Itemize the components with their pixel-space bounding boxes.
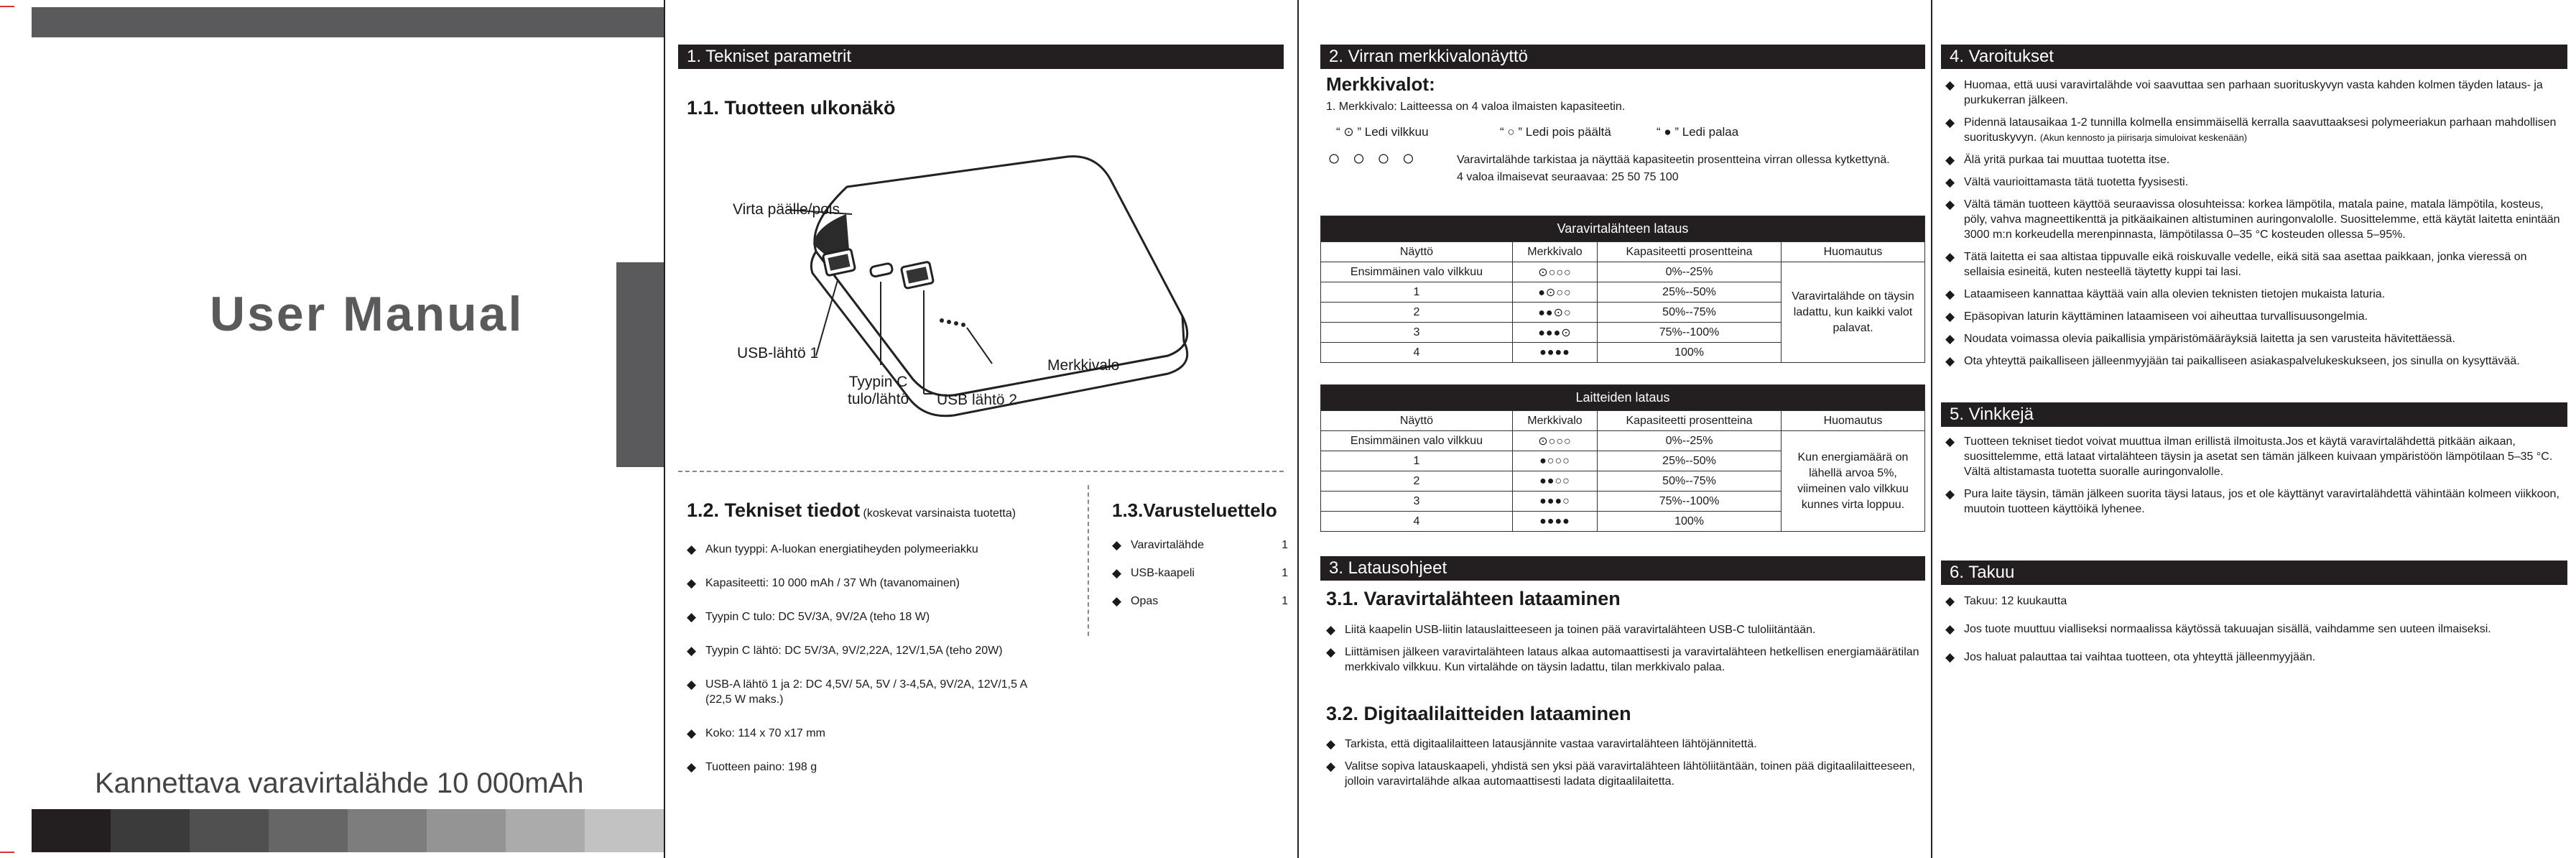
accessory-item: ◆ Varavirtalähde 1 bbox=[1112, 538, 1288, 553]
label-led: Merkkivalo bbox=[1047, 357, 1120, 374]
spec-item: ◆ Tyypin C lähtö: DC 5V/3A, 9V/2,22A, 12V/1,5A (teho 20W) bbox=[687, 643, 1046, 658]
warnings-list: ◆ Huomaa, että uusi varavirtalähde voi saavuttaa sen parhaan suorituskyvyn vasta kahden kolmen täyden lataus- ja purkukerran jälkeen. ◆ Pidennä latausaikaa 1-2 tunnilla kolmella ensimmäisellä kerralla saavuttaaksesi polymeeriakun parhaan mahdollisen suorituskyvyn. (Akun kennosto ja piirisarja simuloivat keskenään) ◆ Älä yritä purkaa tai muuttaa tuotetta itse. ◆ Vältä vaurioittamasta tätä tuotetta fyysisesti. ◆ Vältä tämän tuotteen käyttöä seuraavissa olosuhteissa: korkea lämpötila, matala paine, matala lämpötila, kosteus, pöly, vahva magneettikenttä ja pitkäaikainen altistuminen auringonvalolle. Suosittelemme, että käytät laitetta enintään 3000 m:n korkeudella merenpinnasta, lämpötilassa 0–35 °C kosteuden ollessa 5–95%. ◆ Tätä laitetta ei saa altistaa tippuvalle eikä roiskuvalle vedelle, eikä sitä saa asettaa paikkaan, jonka vieressä on sellaisia esineitä, kuten nesteellä täytetty kuppi tai lasi. ◆ Lataamiseen kannattaa käyttää vain alla olevien teknisten tietojen mukaista laturia. ◆ Epäsopivan laturin käyttäminen lataamiseen voi aiheuttaa turvallisuusongelmia. ◆ Noudata voimassa olevia paikallisia ympäristömääräyksiä laitetta ja sen varusteita hävitettäessä. ◆ Ota yhteyttä paikalliseen jälleenmyyjään tai paikalliseen asiakaspalvelukeskukseen, jos sinulla on kysyttävää. bbox=[1945, 78, 2567, 376]
section-5-header: 5. Vinkkejä bbox=[1941, 402, 2567, 427]
section-1-header: 1. Tekniset parametrit bbox=[678, 45, 1284, 69]
dotted-divider bbox=[1088, 485, 1089, 636]
led-panel bbox=[1299, 0, 1931, 858]
table-2-note: Kun energiamäärä on lähellä arvoa 5%, viimeinen valo vilkkuu kunnes virta loppuu. bbox=[1782, 431, 1925, 532]
spec-item: ◆ USB-A lähtö 1 ja 2: DC 4,5V/ 5A, 5V / 3-4,5A, 9V/2A, 12V/1,5 A (22,5 W maks.) bbox=[687, 677, 1046, 707]
table-1-note: Varavirtalähde on täysin ladattu, kun kaikki valot palavat. bbox=[1782, 262, 1925, 363]
specs-block bbox=[687, 499, 1046, 782]
tips-list: ◆ Tuotteen tekniset tiedot voivat muuttua ilman erillistä ilmoitusta.Jos et käytä varavirtalähdettä pitkään aikaan, suosittelemme, että lataat virtalähteen täysin ja asetat sen tämän jälkeen kuivaan ympäristöön lämpötilaan 5–35 °C. Vältä altistamasta tuotetta suoralle auringonvalolle. ◆ Pura laite täysin, tämän jälkeen suorita täysi lataus, jos et ole käyttänyt varavirtalähdettä vähintään kolmeen viikkoon, muutoin tuotteen käyttöikä lyhenee. bbox=[1945, 434, 2567, 524]
led-dots: ○ ○ ○ ○ bbox=[1328, 147, 1418, 170]
section-3-header: 3. Latausohjeet bbox=[1320, 556, 1925, 581]
charging-devices-title: 3.2. Digitaalilaitteiden lataaminen bbox=[1326, 703, 1631, 724]
cover-gradient-bar bbox=[32, 809, 664, 852]
charging-powerbank-table: Varavirtalähteen lataus Näyttö Merkkivalo Kapasiteetti prosentteina Huomautus Ensimmäinen valo vilkkuu ⊙○○○ 0%--25% Varavirtalähde on täysin ladattu, kun kaikki valot palavat. 1 ●⊙○○ 25%--50% 2 ●●⊙○ 50%--75% 3 ●●●⊙ 75%--100% 4 ●●●● 100% bbox=[1320, 216, 1925, 363]
spec-item: ◆ Akun tyyppi: A-luokan energiatiheyden polymeeriakku bbox=[687, 542, 1046, 557]
section-4-header: 4. Varoitukset bbox=[1941, 45, 2567, 69]
lights-item-1: 1. Merkkivalo: Laitteessa on 4 valoa ilmaisten kapasiteetin. bbox=[1326, 101, 1626, 113]
accessories-block bbox=[1112, 499, 1288, 616]
cover-side-tab bbox=[616, 262, 664, 467]
cover-title: User Manual bbox=[210, 287, 524, 341]
specs-title: 1.2. Tekniset tiedot bbox=[687, 499, 861, 521]
tech-panel bbox=[665, 0, 1297, 858]
table-2-wrap bbox=[1320, 384, 1925, 532]
section-2-header: 2. Virran merkkivalonäyttö bbox=[1320, 45, 1925, 69]
lights-title: Merkkivalot: bbox=[1326, 73, 1435, 95]
legend-blinking: “ ⊙ ” Ledi vilkkuu bbox=[1336, 125, 1429, 139]
accessories-title: 1.3.Varusteluettelo bbox=[1112, 499, 1277, 521]
cover-top-bar bbox=[32, 7, 664, 37]
dashed-separator bbox=[678, 471, 1284, 472]
table-1-caption: Varavirtalähteen lataus bbox=[1321, 216, 1925, 242]
dots-text-2: 4 valoa ilmaisevat seuraavaa: 25 50 75 100 bbox=[1457, 171, 1679, 183]
label-power: Virta päälle/pois bbox=[733, 201, 840, 218]
table-1-wrap bbox=[1320, 216, 1925, 363]
spec-item: ◆ Tyypin C tulo: DC 5V/3A, 9V/2A (teho 18 W) bbox=[687, 609, 1046, 624]
trim-line-left-top bbox=[0, 6, 14, 7]
legend-on: “ ● ” Ledi palaa bbox=[1657, 125, 1739, 139]
charging-powerbank-title: 3.1. Varavirtalähteen lataaminen bbox=[1326, 588, 1621, 609]
spec-item: ◆ Koko: 114 x 70 x17 mm bbox=[687, 726, 1046, 741]
appearance-title: 1.1. Tuotteen ulkonäkö bbox=[687, 97, 896, 119]
label-typec: Tyypin C tulo/lähtö bbox=[848, 374, 909, 407]
legend-off: “ ○ ” Ledi pois päältä bbox=[1500, 125, 1611, 139]
spec-item: ◆ Tuotteen paino: 198 g bbox=[687, 760, 1046, 775]
charging-devices-steps: ◆ Tarkista, että digitaalilaitteen latausjännite vastaa varavirtalähteen lähtöjännitettä. ◆ Valitse sopiva latauskaapeli, yhdistä sen yksi pää varavirtalähteen lähtöliitäntään, toinen pää digitaalilaitteeseen, jolloin varavirtalähde alkaa automaattisesti ladata digitaalilaitetta. bbox=[1326, 737, 1925, 796]
cover-panel bbox=[32, 0, 664, 858]
section-6-header: 6. Takuu bbox=[1941, 561, 2567, 585]
charging-powerbank-steps: ◆ Liitä kaapelin USB-liitin latauslaitteeseen ja toinen pää varavirtalähteen USB-C tuloliitäntään. ◆ Liittämisen jälkeen varavirtalähteen lataus alkaa automaattisesti ja varavirtalähteen hetkellisen energiamäärätilan merkkivalo vilkkuu. Kun virtalähde on täysin ladattu, tilan merkkivalo palaa. bbox=[1326, 622, 1925, 682]
table-2-caption: Laitteiden lataus bbox=[1321, 385, 1925, 411]
accessory-item: ◆ Opas 1 bbox=[1112, 594, 1288, 609]
warranty-list: ◆ Takuu: 12 kuukautta ◆ Jos tuote muuttuu vialliseksi normaalissa käytössä takuuajan sisällä, vaihdamme sen uuteen ilmaiseksi. ◆ Jos haluat palauttaa tai vaihtaa tuotteen, ota yhteyttä jälleenmyyjään. bbox=[1945, 594, 2567, 672]
dots-text-1: Varavirtalähde tarkistaa ja näyttää kapasiteetin prosentteina virran ollessa kytkettynä. bbox=[1457, 154, 1890, 166]
specs-note: (koskevat varsinaista tuotetta) bbox=[863, 507, 1016, 520]
warnings-panel bbox=[1932, 0, 2576, 858]
label-usb2: USB lähtö 2 bbox=[937, 392, 1018, 408]
label-usb1: USB-lähtö 1 bbox=[737, 345, 819, 361]
accessory-item: ◆ USB-kaapeli 1 bbox=[1112, 566, 1288, 581]
cover-subtitle: Kannettava varavirtalähde 10 000mAh bbox=[95, 767, 584, 799]
trim-line-left-bottom bbox=[0, 852, 14, 853]
spec-item: ◆ Kapasiteetti: 10 000 mAh / 37 Wh (tavanomainen) bbox=[687, 576, 1046, 591]
charging-devices-table: Laitteiden lataus Näyttö Merkkivalo Kapasiteetti prosentteina Huomautus Ensimmäinen valo vilkkuu ⊙○○○ 0%--25% Kun energiamäärä on lähellä arvoa 5%, viimeinen valo vilkkuu kunnes virta loppuu. 1 ●○○○ 25%--50% 2 ●●○○ 50%--75% 3 ●●●○ 75%--100% 4 ●●●● 100% bbox=[1320, 384, 1925, 532]
